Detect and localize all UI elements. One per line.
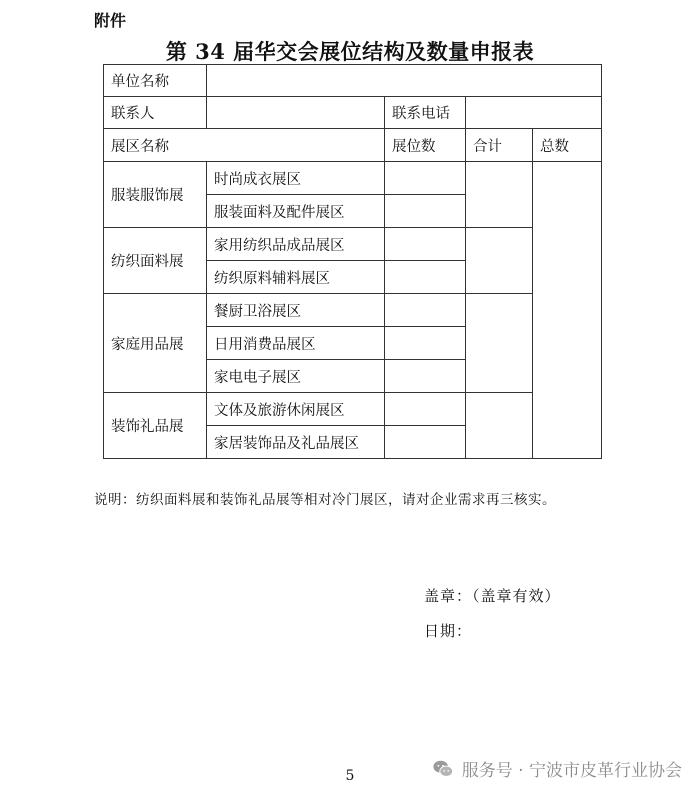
booth-count-field[interactable] xyxy=(385,360,466,393)
zone-row xyxy=(104,162,602,195)
zone-name: 餐厨卫浴展区 xyxy=(207,294,385,327)
zone-row xyxy=(104,228,602,261)
watermark xyxy=(432,756,682,781)
zone-name: 日用消费品展区 xyxy=(207,327,385,360)
document-title: 第 34 届华交会展位结构及数量申报表 xyxy=(165,39,535,64)
header-row xyxy=(104,129,602,162)
area-name-header: 展区名称 xyxy=(104,129,385,162)
group-name: 家庭用品展 xyxy=(104,294,207,393)
booth-count-field[interactable] xyxy=(385,327,466,360)
total-header: 总数 xyxy=(533,129,602,162)
subtotal-header: 合计 xyxy=(466,129,533,162)
booth-count-field[interactable] xyxy=(385,393,466,426)
zone-name: 家电电子展区 xyxy=(207,360,385,393)
watermark-text: 服务号 · 宁波市皮革行业协会 xyxy=(461,761,682,781)
phone-label: 联系电话 xyxy=(385,97,466,129)
wechat-icon xyxy=(432,758,454,780)
booth-count-field[interactable] xyxy=(385,261,466,294)
page-number: 5 xyxy=(345,768,355,784)
subtotal-field[interactable] xyxy=(466,393,533,459)
zone-name: 文体及旅游休闲展区 xyxy=(207,393,385,426)
booth-count-field[interactable] xyxy=(385,426,466,459)
booth-count-header: 展位数 xyxy=(385,129,466,162)
booth-count-field[interactable] xyxy=(385,195,466,228)
group-name: 服装服饰展 xyxy=(104,162,207,228)
unit-name-row xyxy=(104,65,602,97)
date-line: 日期： xyxy=(424,622,473,640)
booth-count-field[interactable] xyxy=(385,162,466,195)
zone-name: 纺织原料辅料展区 xyxy=(207,261,385,294)
booth-count-field[interactable] xyxy=(385,228,466,261)
unit-name-field[interactable] xyxy=(207,65,602,97)
zone-row xyxy=(104,393,602,426)
group-name: 纺织面料展 xyxy=(104,228,207,294)
group-name: 装饰礼品展 xyxy=(104,393,207,459)
application-form-table xyxy=(103,64,602,459)
contact-label: 联系人 xyxy=(104,97,207,129)
zone-name: 服装面料及配件展区 xyxy=(207,195,385,228)
contact-field[interactable] xyxy=(207,97,385,129)
phone-field[interactable] xyxy=(466,97,602,129)
zone-name: 家居装饰品及礼品展区 xyxy=(207,426,385,459)
note-text: 说明：纺织面料展和装饰礼品展等相对冷门展区，请对企业需求再三核实。 xyxy=(94,492,556,508)
attachment-label: 附件 xyxy=(94,11,127,30)
unit-name-label: 单位名称 xyxy=(104,65,207,97)
booth-count-field[interactable] xyxy=(385,294,466,327)
zone-name: 家用纺织品成品展区 xyxy=(207,228,385,261)
subtotal-field[interactable] xyxy=(466,294,533,393)
zone-row xyxy=(104,294,602,327)
contact-row xyxy=(104,97,602,129)
zone-name: 时尚成衣展区 xyxy=(207,162,385,195)
subtotal-field[interactable] xyxy=(466,228,533,294)
total-field[interactable] xyxy=(533,162,602,459)
subtotal-field[interactable] xyxy=(466,162,533,228)
seal-line: 盖章：（盖章有效） xyxy=(424,587,561,605)
